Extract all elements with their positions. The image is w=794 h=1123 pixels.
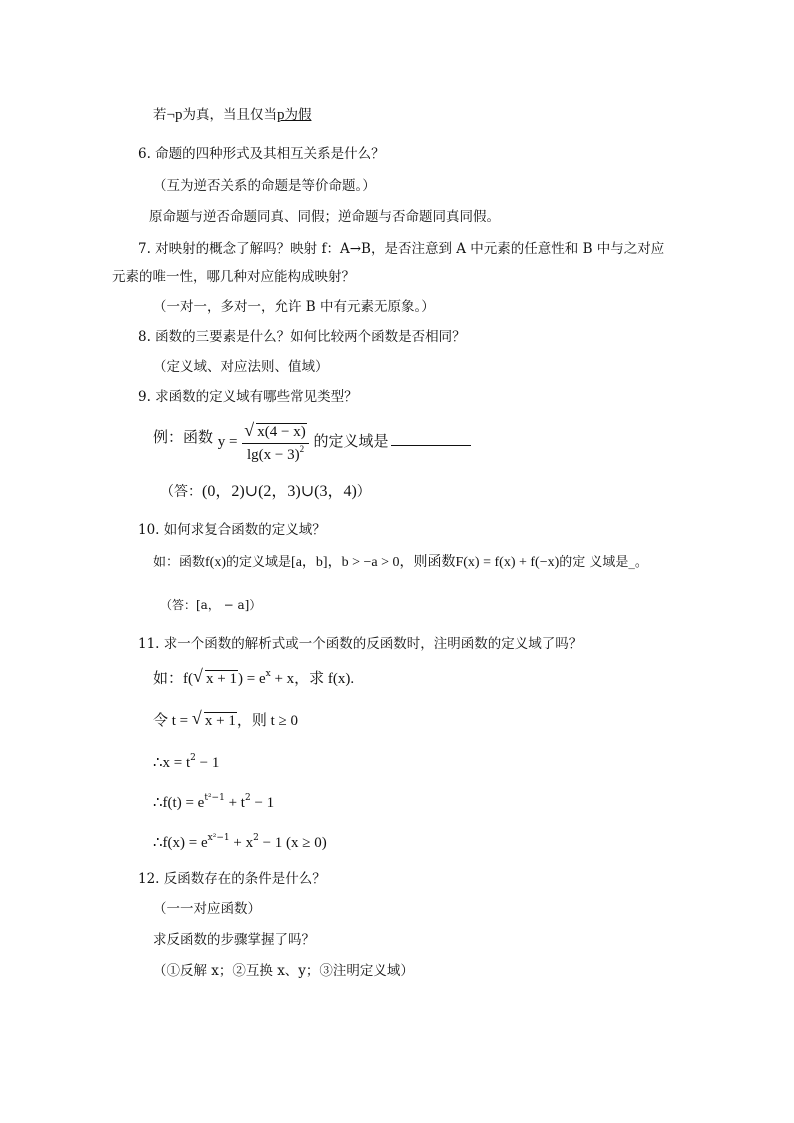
step3-tail: + t xyxy=(224,795,245,811)
condition: ，b > −a > 0，则函数 xyxy=(327,555,456,570)
exponent: x xyxy=(265,669,271,679)
q11-step4 xyxy=(153,831,327,856)
example-pre: 如： xyxy=(153,669,184,687)
answer-close: ） xyxy=(356,484,371,500)
sqrt-radicand: x + 1 xyxy=(204,713,236,729)
q10-answer: （答：[a， − a]） xyxy=(160,598,262,612)
var-p: p xyxy=(174,107,183,123)
q6-note: （互为逆否关系的命题是等价命题。） xyxy=(153,178,376,194)
q6-title: 6. 命题的四种形式及其相互关系是什么？ xyxy=(138,146,385,162)
text-underlined: 为假 xyxy=(284,107,312,123)
exponent: x²−1 xyxy=(207,833,230,843)
q10-title: 10. 如何求复合函数的定义域？ xyxy=(138,522,326,538)
q12-question: 求反函数的步骤掌握了吗？ xyxy=(153,932,315,948)
text: 若 xyxy=(153,107,167,123)
sqrt: √ x(4 − x) xyxy=(244,420,306,440)
q12-title: 12. 反函数存在的条件是什么？ xyxy=(138,871,326,887)
sqrt: √ x + 1 xyxy=(193,666,237,687)
neg-symbol: ¬ xyxy=(166,107,175,123)
q10-example xyxy=(153,554,648,572)
y-equals: y = xyxy=(217,434,238,450)
fraction xyxy=(242,422,308,466)
step4-tail2: − 1 (x ≥ 0) xyxy=(258,835,327,851)
answer-value: (0，2)∪(2，3)∪(3，4) xyxy=(202,483,357,500)
fraction-numerator xyxy=(242,422,308,442)
q7-title-cont: 元素的唯一性，哪几种对应能构成映射？ xyxy=(112,269,355,285)
q11-title: 11. 求一个函数的解析式或一个函数的反函数时，注明函数的定义域了吗？ xyxy=(138,636,583,652)
var-p-underlined: p xyxy=(276,107,285,123)
f-open: f( xyxy=(183,671,194,687)
fx: f(x) xyxy=(205,555,227,570)
sqrt: √ x + 1 xyxy=(191,708,236,729)
example-label: 例：函数 xyxy=(153,428,214,446)
q11-step2 xyxy=(153,751,219,776)
q9-answer xyxy=(160,483,371,501)
fraction-denominator xyxy=(242,445,308,466)
exponent: 2 xyxy=(253,833,259,843)
exponent: 2 xyxy=(299,444,305,454)
answer-blank xyxy=(391,431,471,446)
step3-tail2: − 1 xyxy=(250,795,275,811)
sqrt-radicand: x(4 − x) xyxy=(257,424,306,440)
exponent: 2 xyxy=(244,793,251,803)
example-tail: 的定 义域是_。 xyxy=(559,555,648,570)
q8-title: 8. 函数的三要素是什么？如何比较两个函数是否相同？ xyxy=(138,329,466,345)
step4-tail: + x xyxy=(229,835,254,851)
example-tail: 的定义域是 xyxy=(313,432,389,450)
q8-note: （定义域、对应法则、值域） xyxy=(153,359,329,375)
intro-line xyxy=(153,106,311,124)
sqrt-radicand: x + 1 xyxy=(206,671,237,687)
q9-example xyxy=(153,416,471,463)
interval: [a，b] xyxy=(291,555,328,570)
q11-step1 xyxy=(153,709,298,732)
answer-label: （答： xyxy=(160,484,202,500)
text: 为真，当且仅当 xyxy=(182,107,277,123)
q12-note: （一一对应函数） xyxy=(153,901,261,917)
example-mid: 的定义域是 xyxy=(226,555,292,570)
fraction-bar xyxy=(242,443,308,444)
step3: ∴f(t) = e xyxy=(153,795,205,811)
exponent: t²−1 xyxy=(204,793,225,803)
q11-step3 xyxy=(153,791,274,816)
q12-note2: （①反解 x；②互换 x、y；③注明定义域） xyxy=(153,963,414,979)
step1-pre: 令 t = xyxy=(153,713,192,729)
q7-title: 7. 对映射的概念了解吗？映射 f：A→B，是否注意到 A 中元素的任意性和 B 中与之对应 xyxy=(138,241,665,257)
q11-example xyxy=(153,667,354,692)
example-pre: 如：函数 xyxy=(153,555,206,570)
rhs-tail: + x，求 f(x). xyxy=(270,671,355,687)
step4: ∴f(x) = e xyxy=(153,835,208,851)
exponent: 2 xyxy=(190,753,196,763)
F-definition: F(x) = f(x) + f(−x) xyxy=(455,555,560,570)
denominator-text: lg(x − 3) xyxy=(246,447,300,463)
q6-body: 原命题与逆否命题同真、同假；逆命题与否命题同真同假。 xyxy=(149,209,500,225)
rhs: ) = e xyxy=(237,671,266,687)
q7-note: （一对一，多对一，允许 B 中有元素无原象。） xyxy=(153,299,435,315)
step1-post: ，则 t ≥ 0 xyxy=(236,713,299,729)
q9-title: 9. 求函数的定义域有哪些常见类型？ xyxy=(138,389,358,405)
step2-tail: − 1 xyxy=(195,755,220,771)
step2: ∴x = t xyxy=(153,755,191,771)
